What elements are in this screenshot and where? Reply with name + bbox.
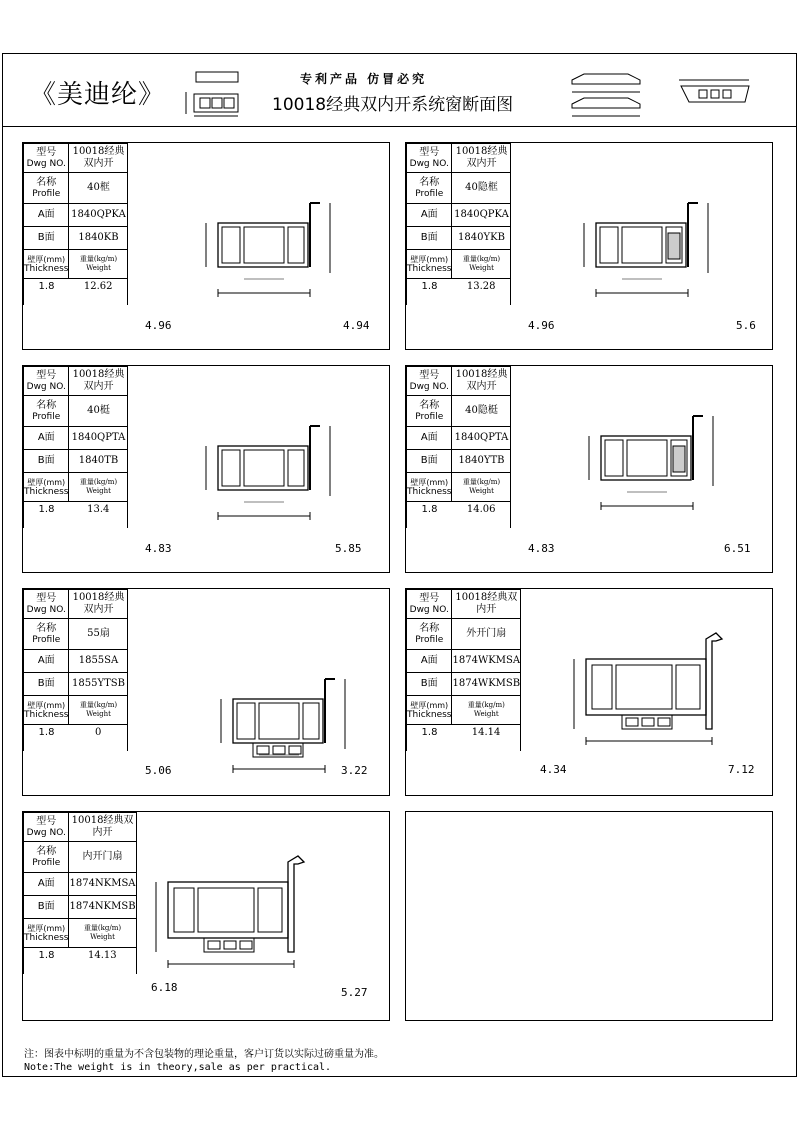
dwg-label-en: Dwg NO. <box>26 605 66 615</box>
weight-label-cn: 重量(kg/m) <box>79 255 118 263</box>
spec-table <box>406 589 521 751</box>
right-value: 5.27 <box>341 986 368 999</box>
profile-name: 40梃 <box>69 396 128 427</box>
profile-panel <box>22 365 390 573</box>
thickness-value: 1.8 <box>407 725 452 752</box>
left-value: 4.34 <box>540 763 567 776</box>
thickness-label-en: Thickness <box>407 709 452 720</box>
spec-table <box>23 812 137 974</box>
dwg-label-en: Dwg NO. <box>409 605 449 615</box>
weight-label-cn: 重量(kg/m) <box>467 701 505 709</box>
a-face-code: 1874NKMSA <box>69 873 136 896</box>
a-face-label: A面 <box>407 427 452 450</box>
spec-table <box>23 143 128 305</box>
page-title: 10018经典双内开系统窗断面图 <box>272 95 514 115</box>
a-face-label: A面 <box>407 650 452 673</box>
weight-label-en: Weight <box>90 933 115 941</box>
b-face-code: 1874WKMSB <box>452 673 521 696</box>
thickness-value: 1.8 <box>24 725 69 752</box>
thickness-label-cn: 壁厚(mm) <box>27 477 66 487</box>
weight-value: 13.4 <box>69 502 128 529</box>
profile-panel <box>22 588 390 796</box>
weight-value: 13.28 <box>452 279 511 306</box>
thickness-value: 1.8 <box>407 502 452 529</box>
thickness-label-en: Thickness <box>407 486 452 497</box>
a-face-code: 1840QPKA <box>69 204 128 227</box>
profile-label-cn: 名称 <box>419 623 440 634</box>
right-value: 7.12 <box>728 763 755 776</box>
thickness-value: 1.8 <box>24 502 69 529</box>
profile-panel <box>405 365 773 573</box>
profile-cross-section-drawing <box>556 619 746 753</box>
profile-cross-section-drawing <box>561 396 741 520</box>
weight-label-en: Weight <box>469 487 494 495</box>
dwg-label-en: Dwg NO. <box>409 159 449 169</box>
profile-cross-section-drawing <box>178 183 358 307</box>
profile-name: 40框 <box>69 173 128 204</box>
dwg-label-cn: 型号 <box>36 593 57 604</box>
dwg-label-cn: 型号 <box>419 147 440 158</box>
right-value: 5.6 <box>736 319 756 332</box>
dwg-label-cn: 型号 <box>36 370 57 381</box>
weight-label-cn: 重量(kg/m) <box>79 478 118 486</box>
empty-panel <box>405 811 773 1021</box>
dwg-label-en: Dwg NO. <box>26 159 66 169</box>
header-profile-thumbnail-right <box>675 76 755 116</box>
a-face-code: 1840QPKA <box>452 204 511 227</box>
spec-table <box>406 366 511 528</box>
b-face-label: B面 <box>407 227 452 250</box>
b-face-label: B面 <box>24 227 69 250</box>
left-value: 5.06 <box>145 764 172 777</box>
tagline: 专利产品 仿冒必究 <box>300 72 428 86</box>
b-face-code: 1855YTSB <box>69 673 128 696</box>
profile-name: 40隐框 <box>452 173 511 204</box>
profile-name: 内开门扇 <box>69 842 136 873</box>
weight-label-cn: 重量(kg/m) <box>462 255 501 263</box>
profile-name: 55扇 <box>69 619 128 650</box>
dwg-number: 10018经典双内开 <box>69 367 128 396</box>
profile-name: 外开门扇 <box>452 619 521 650</box>
thickness-value: 1.8 <box>407 279 452 306</box>
thickness-label-en: Thickness <box>407 263 452 274</box>
header-profile-thumbnail-left <box>180 68 260 122</box>
dwg-number: 10018经典双内开 <box>69 590 128 619</box>
spec-table <box>23 366 128 528</box>
weight-label-en: Weight <box>473 710 499 718</box>
profile-label-cn: 名称 <box>36 400 57 411</box>
b-face-label: B面 <box>24 896 69 919</box>
dwg-number: 10018经典双内开 <box>452 144 511 173</box>
dwg-number: 10018经典双内开 <box>452 367 511 396</box>
profile-label-en: Profile <box>415 412 444 422</box>
thickness-value: 1.8 <box>24 279 69 306</box>
b-face-code: 1874NKMSB <box>69 896 136 919</box>
b-face-code: 1840YTB <box>452 450 511 473</box>
dwg-number: 10018经典双内开 <box>69 144 128 173</box>
weight-value: 0 <box>69 725 128 752</box>
dwg-label-en: Dwg NO. <box>409 382 449 392</box>
profile-cross-section-drawing <box>556 183 736 307</box>
thickness-label-en: Thickness <box>24 932 69 943</box>
right-value: 6.51 <box>724 542 751 555</box>
spec-table <box>23 589 128 751</box>
thickness-label-en: Thickness <box>24 486 69 497</box>
b-face-label: B面 <box>24 450 69 473</box>
profile-label-en: Profile <box>32 189 61 199</box>
weight-label-cn: 重量(kg/m) <box>462 478 501 486</box>
weight-label-en: Weight <box>469 264 494 272</box>
left-value: 4.83 <box>528 542 555 555</box>
dwg-label-en: Dwg NO. <box>26 828 66 838</box>
weight-label-en: Weight <box>86 487 111 495</box>
left-value: 6.18 <box>151 981 178 994</box>
profile-label-en: Profile <box>415 189 444 199</box>
profile-name: 40隐梃 <box>452 396 511 427</box>
weight-value: 14.13 <box>69 948 136 975</box>
profile-label-en: Profile <box>32 635 61 645</box>
header-profile-thumbnail-mid <box>568 70 648 120</box>
profile-cross-section-drawing <box>178 406 358 530</box>
profile-label-en: Profile <box>32 858 61 868</box>
profile-label-cn: 名称 <box>36 623 57 634</box>
footnote-english: Note:The weight is in theory,sale as per practical. <box>24 1062 332 1073</box>
thickness-label-cn: 壁厚(mm) <box>27 700 66 710</box>
thickness-label-cn: 壁厚(mm) <box>27 254 66 264</box>
right-value: 4.94 <box>343 319 370 332</box>
thickness-label-en: Thickness <box>24 709 69 720</box>
spec-table <box>406 143 511 305</box>
a-face-label: A面 <box>24 427 69 450</box>
thickness-label-cn: 壁厚(mm) <box>410 700 449 710</box>
weight-label-en: Weight <box>86 710 111 718</box>
weight-label-cn: 重量(kg/m) <box>83 924 122 932</box>
thickness-label-cn: 壁厚(mm) <box>410 254 449 264</box>
weight-value: 14.06 <box>452 502 511 529</box>
b-face-label: B面 <box>407 450 452 473</box>
b-face-label: B面 <box>24 673 69 696</box>
profile-cross-section-drawing <box>138 842 328 976</box>
a-face-label: A面 <box>24 873 69 896</box>
profile-panel <box>405 142 773 350</box>
weight-label-en: Weight <box>86 264 111 272</box>
a-face-code: 1855SA <box>69 650 128 673</box>
a-face-code: 1840QPTA <box>452 427 511 450</box>
left-value: 4.83 <box>145 542 172 555</box>
a-face-label: A面 <box>407 204 452 227</box>
profile-panel <box>22 811 390 1021</box>
profile-panel <box>405 588 773 796</box>
profile-label-cn: 名称 <box>419 177 440 188</box>
profile-label-cn: 名称 <box>36 846 57 857</box>
footnote-chinese: 注：图表中标明的重量为不含包装物的理论重量，客户订货以实际过磅重量为准。 <box>24 1049 384 1060</box>
dwg-number: 10018经典双内开 <box>69 813 136 842</box>
header-divider <box>2 126 797 127</box>
b-face-code: 1840YKB <box>452 227 511 250</box>
profile-label-cn: 名称 <box>36 177 57 188</box>
brand-logo: 《美迪纶》 <box>30 80 166 110</box>
weight-value: 12.62 <box>69 279 128 306</box>
profile-label-cn: 名称 <box>419 400 440 411</box>
right-value: 5.85 <box>335 542 362 555</box>
a-face-label: A面 <box>24 204 69 227</box>
dwg-label-en: Dwg NO. <box>26 382 66 392</box>
dwg-label-cn: 型号 <box>36 147 57 158</box>
a-face-code: 1874WKMSA <box>452 650 521 673</box>
right-value: 3.22 <box>341 764 368 777</box>
thickness-label-cn: 壁厚(mm) <box>410 477 449 487</box>
profile-label-en: Profile <box>415 635 444 645</box>
b-face-code: 1840KB <box>69 227 128 250</box>
a-face-code: 1840QPTA <box>69 427 128 450</box>
profile-panel <box>22 142 390 350</box>
a-face-label: A面 <box>24 650 69 673</box>
b-face-label: B面 <box>407 673 452 696</box>
weight-value: 14.14 <box>452 725 521 752</box>
dwg-label-cn: 型号 <box>419 593 440 604</box>
thickness-value: 1.8 <box>24 948 69 975</box>
profile-label-en: Profile <box>32 412 61 422</box>
b-face-code: 1840TB <box>69 450 128 473</box>
left-value: 4.96 <box>145 319 172 332</box>
thickness-label-cn: 壁厚(mm) <box>27 923 66 933</box>
dwg-label-cn: 型号 <box>419 370 440 381</box>
weight-label-cn: 重量(kg/m) <box>79 701 118 709</box>
thickness-label-en: Thickness <box>24 263 69 274</box>
dwg-number: 10018经典双内开 <box>452 590 521 619</box>
left-value: 4.96 <box>528 319 555 332</box>
dwg-label-cn: 型号 <box>36 816 57 827</box>
